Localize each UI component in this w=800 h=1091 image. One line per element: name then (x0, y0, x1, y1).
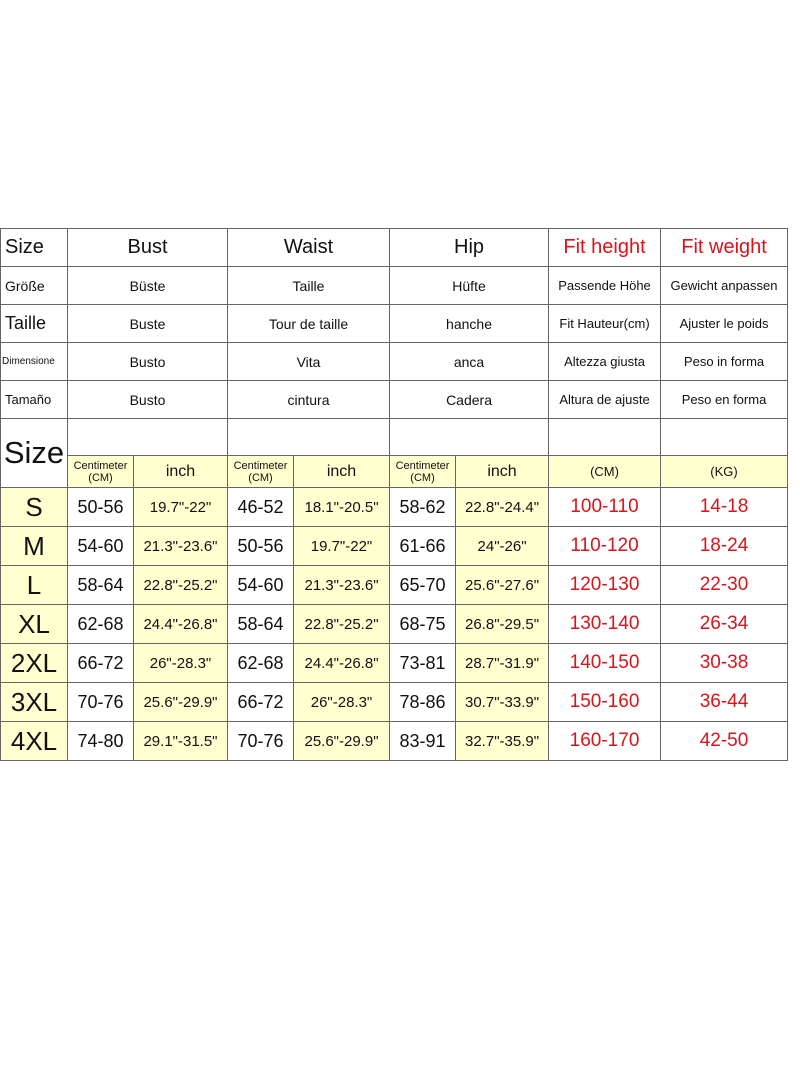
height-cell: 130-140 (549, 605, 661, 644)
header-row-spanish (1, 381, 788, 419)
waist-cm-cell: 70-76 (228, 722, 294, 761)
hip-cm-cell: 78-86 (390, 683, 456, 722)
waist-cm-cell: 46-52 (228, 488, 294, 527)
header-fit-height: Altezza giusta (549, 343, 661, 381)
hip-cm-cell: 68-75 (390, 605, 456, 644)
height-cell: 140-150 (549, 644, 661, 683)
size-cell: XL (1, 605, 68, 644)
table-row (1, 683, 788, 722)
header-hip: Cadera (390, 381, 549, 419)
bust-cm-cell: 74-80 (68, 722, 134, 761)
waist-inch-unit: inch (294, 456, 390, 488)
waist-inch-cell: 25.6"-29.9" (294, 722, 390, 761)
header-fit-height: Fit height (549, 229, 661, 267)
header-fit-weight: Gewicht anpassen (661, 267, 788, 305)
header-row-english (1, 229, 788, 267)
header-size-label: Tamaño (1, 381, 68, 419)
size-cell: L (1, 566, 68, 605)
hip-cm-cell: 73-81 (390, 644, 456, 683)
bust-cm-cell: 54-60 (68, 527, 134, 566)
header-row-german (1, 267, 788, 305)
header-waist: Waist (228, 229, 390, 267)
hip-cm-cell: 65-70 (390, 566, 456, 605)
hip-inch-cell: 26.8"-29.5" (456, 605, 549, 644)
size-cell: 4XL (1, 722, 68, 761)
header-fit-height: Fit Hauteur(cm) (549, 305, 661, 343)
header-size-label: Size (1, 229, 68, 267)
header-fit-height: Passende Höhe (549, 267, 661, 305)
header-bust: Buste (68, 305, 228, 343)
size-heading: Size (1, 419, 68, 488)
height-cell: 120-130 (549, 566, 661, 605)
bust-cm-cell: 50-56 (68, 488, 134, 527)
header-size-label: Größe (1, 267, 68, 305)
weight-cell: 42-50 (661, 722, 788, 761)
weight-cell: 26-34 (661, 605, 788, 644)
bust-cm-unit: Centimeter (CM) (68, 456, 134, 488)
height-unit: (CM) (549, 456, 661, 488)
size-heading-row (1, 419, 788, 456)
weight-unit: (KG) (661, 456, 788, 488)
weight-cell: 18-24 (661, 527, 788, 566)
header-waist: Tour de taille (228, 305, 390, 343)
header-size-label: Taille (1, 305, 68, 343)
header-fit-height: Altura de ajuste (549, 381, 661, 419)
waist-inch-cell: 22.8"-25.2" (294, 605, 390, 644)
weight-cell: 30-38 (661, 644, 788, 683)
height-cell: 160-170 (549, 722, 661, 761)
header-waist: Vita (228, 343, 390, 381)
table-row (1, 722, 788, 761)
size-chart-table (0, 228, 788, 761)
height-cell: 100-110 (549, 488, 661, 527)
waist-cm-unit: Centimeter (CM) (228, 456, 294, 488)
header-bust: Busto (68, 381, 228, 419)
table-row (1, 488, 788, 527)
bust-inch-cell: 22.8"-25.2" (134, 566, 228, 605)
bust-inch-unit: inch (134, 456, 228, 488)
bust-inch-cell: 25.6"-29.9" (134, 683, 228, 722)
bust-inch-cell: 26"-28.3" (134, 644, 228, 683)
waist-inch-cell: 21.3"-23.6" (294, 566, 390, 605)
table-row (1, 644, 788, 683)
waist-cm-cell: 54-60 (228, 566, 294, 605)
hip-cm-cell: 58-62 (390, 488, 456, 527)
bust-inch-cell: 21.3"-23.6" (134, 527, 228, 566)
hip-cm-cell: 83-91 (390, 722, 456, 761)
table-row (1, 605, 788, 644)
waist-cm-cell: 50-56 (228, 527, 294, 566)
weight-cell: 14-18 (661, 488, 788, 527)
waist-inch-cell: 24.4"-26.8" (294, 644, 390, 683)
waist-cm-cell: 66-72 (228, 683, 294, 722)
hip-cm-cell: 61-66 (390, 527, 456, 566)
header-fit-weight: Ajuster le poids (661, 305, 788, 343)
header-bust: Büste (68, 267, 228, 305)
weight-cell: 36-44 (661, 683, 788, 722)
blank-cell (549, 419, 661, 456)
blank-cell (390, 419, 549, 456)
header-waist: Taille (228, 267, 390, 305)
bust-inch-cell: 29.1"-31.5" (134, 722, 228, 761)
header-waist: cintura (228, 381, 390, 419)
units-row (1, 456, 788, 488)
hip-inch-cell: 24"-26" (456, 527, 549, 566)
size-cell: 3XL (1, 683, 68, 722)
hip-inch-unit: inch (456, 456, 549, 488)
header-size-label: Dimensione (1, 343, 68, 381)
header-fit-weight: Peso en forma (661, 381, 788, 419)
bust-inch-cell: 19.7"-22" (134, 488, 228, 527)
height-cell: 150-160 (549, 683, 661, 722)
hip-cm-unit: Centimeter (CM) (390, 456, 456, 488)
size-cell: M (1, 527, 68, 566)
waist-cm-cell: 58-64 (228, 605, 294, 644)
blank-cell (68, 419, 228, 456)
header-bust: Bust (68, 229, 228, 267)
blank-cell (228, 419, 390, 456)
bust-inch-cell: 24.4"-26.8" (134, 605, 228, 644)
bust-cm-cell: 58-64 (68, 566, 134, 605)
table-row (1, 527, 788, 566)
size-cell: S (1, 488, 68, 527)
hip-inch-cell: 30.7"-33.9" (456, 683, 549, 722)
hip-inch-cell: 25.6"-27.6" (456, 566, 549, 605)
header-row-french (1, 305, 788, 343)
size-cell: 2XL (1, 644, 68, 683)
waist-inch-cell: 18.1"-20.5" (294, 488, 390, 527)
waist-inch-cell: 19.7"-22" (294, 527, 390, 566)
header-hip: hanche (390, 305, 549, 343)
header-fit-weight: Fit weight (661, 229, 788, 267)
header-hip: Hüfte (390, 267, 549, 305)
bust-cm-cell: 66-72 (68, 644, 134, 683)
bust-cm-cell: 62-68 (68, 605, 134, 644)
header-fit-weight: Peso in forma (661, 343, 788, 381)
header-hip: Hip (390, 229, 549, 267)
hip-inch-cell: 32.7"-35.9" (456, 722, 549, 761)
header-row-italian (1, 343, 788, 381)
table-row (1, 566, 788, 605)
hip-inch-cell: 22.8"-24.4" (456, 488, 549, 527)
header-hip: anca (390, 343, 549, 381)
header-bust: Busto (68, 343, 228, 381)
height-cell: 110-120 (549, 527, 661, 566)
weight-cell: 22-30 (661, 566, 788, 605)
blank-cell (661, 419, 788, 456)
waist-cm-cell: 62-68 (228, 644, 294, 683)
bust-cm-cell: 70-76 (68, 683, 134, 722)
hip-inch-cell: 28.7"-31.9" (456, 644, 549, 683)
waist-inch-cell: 26"-28.3" (294, 683, 390, 722)
